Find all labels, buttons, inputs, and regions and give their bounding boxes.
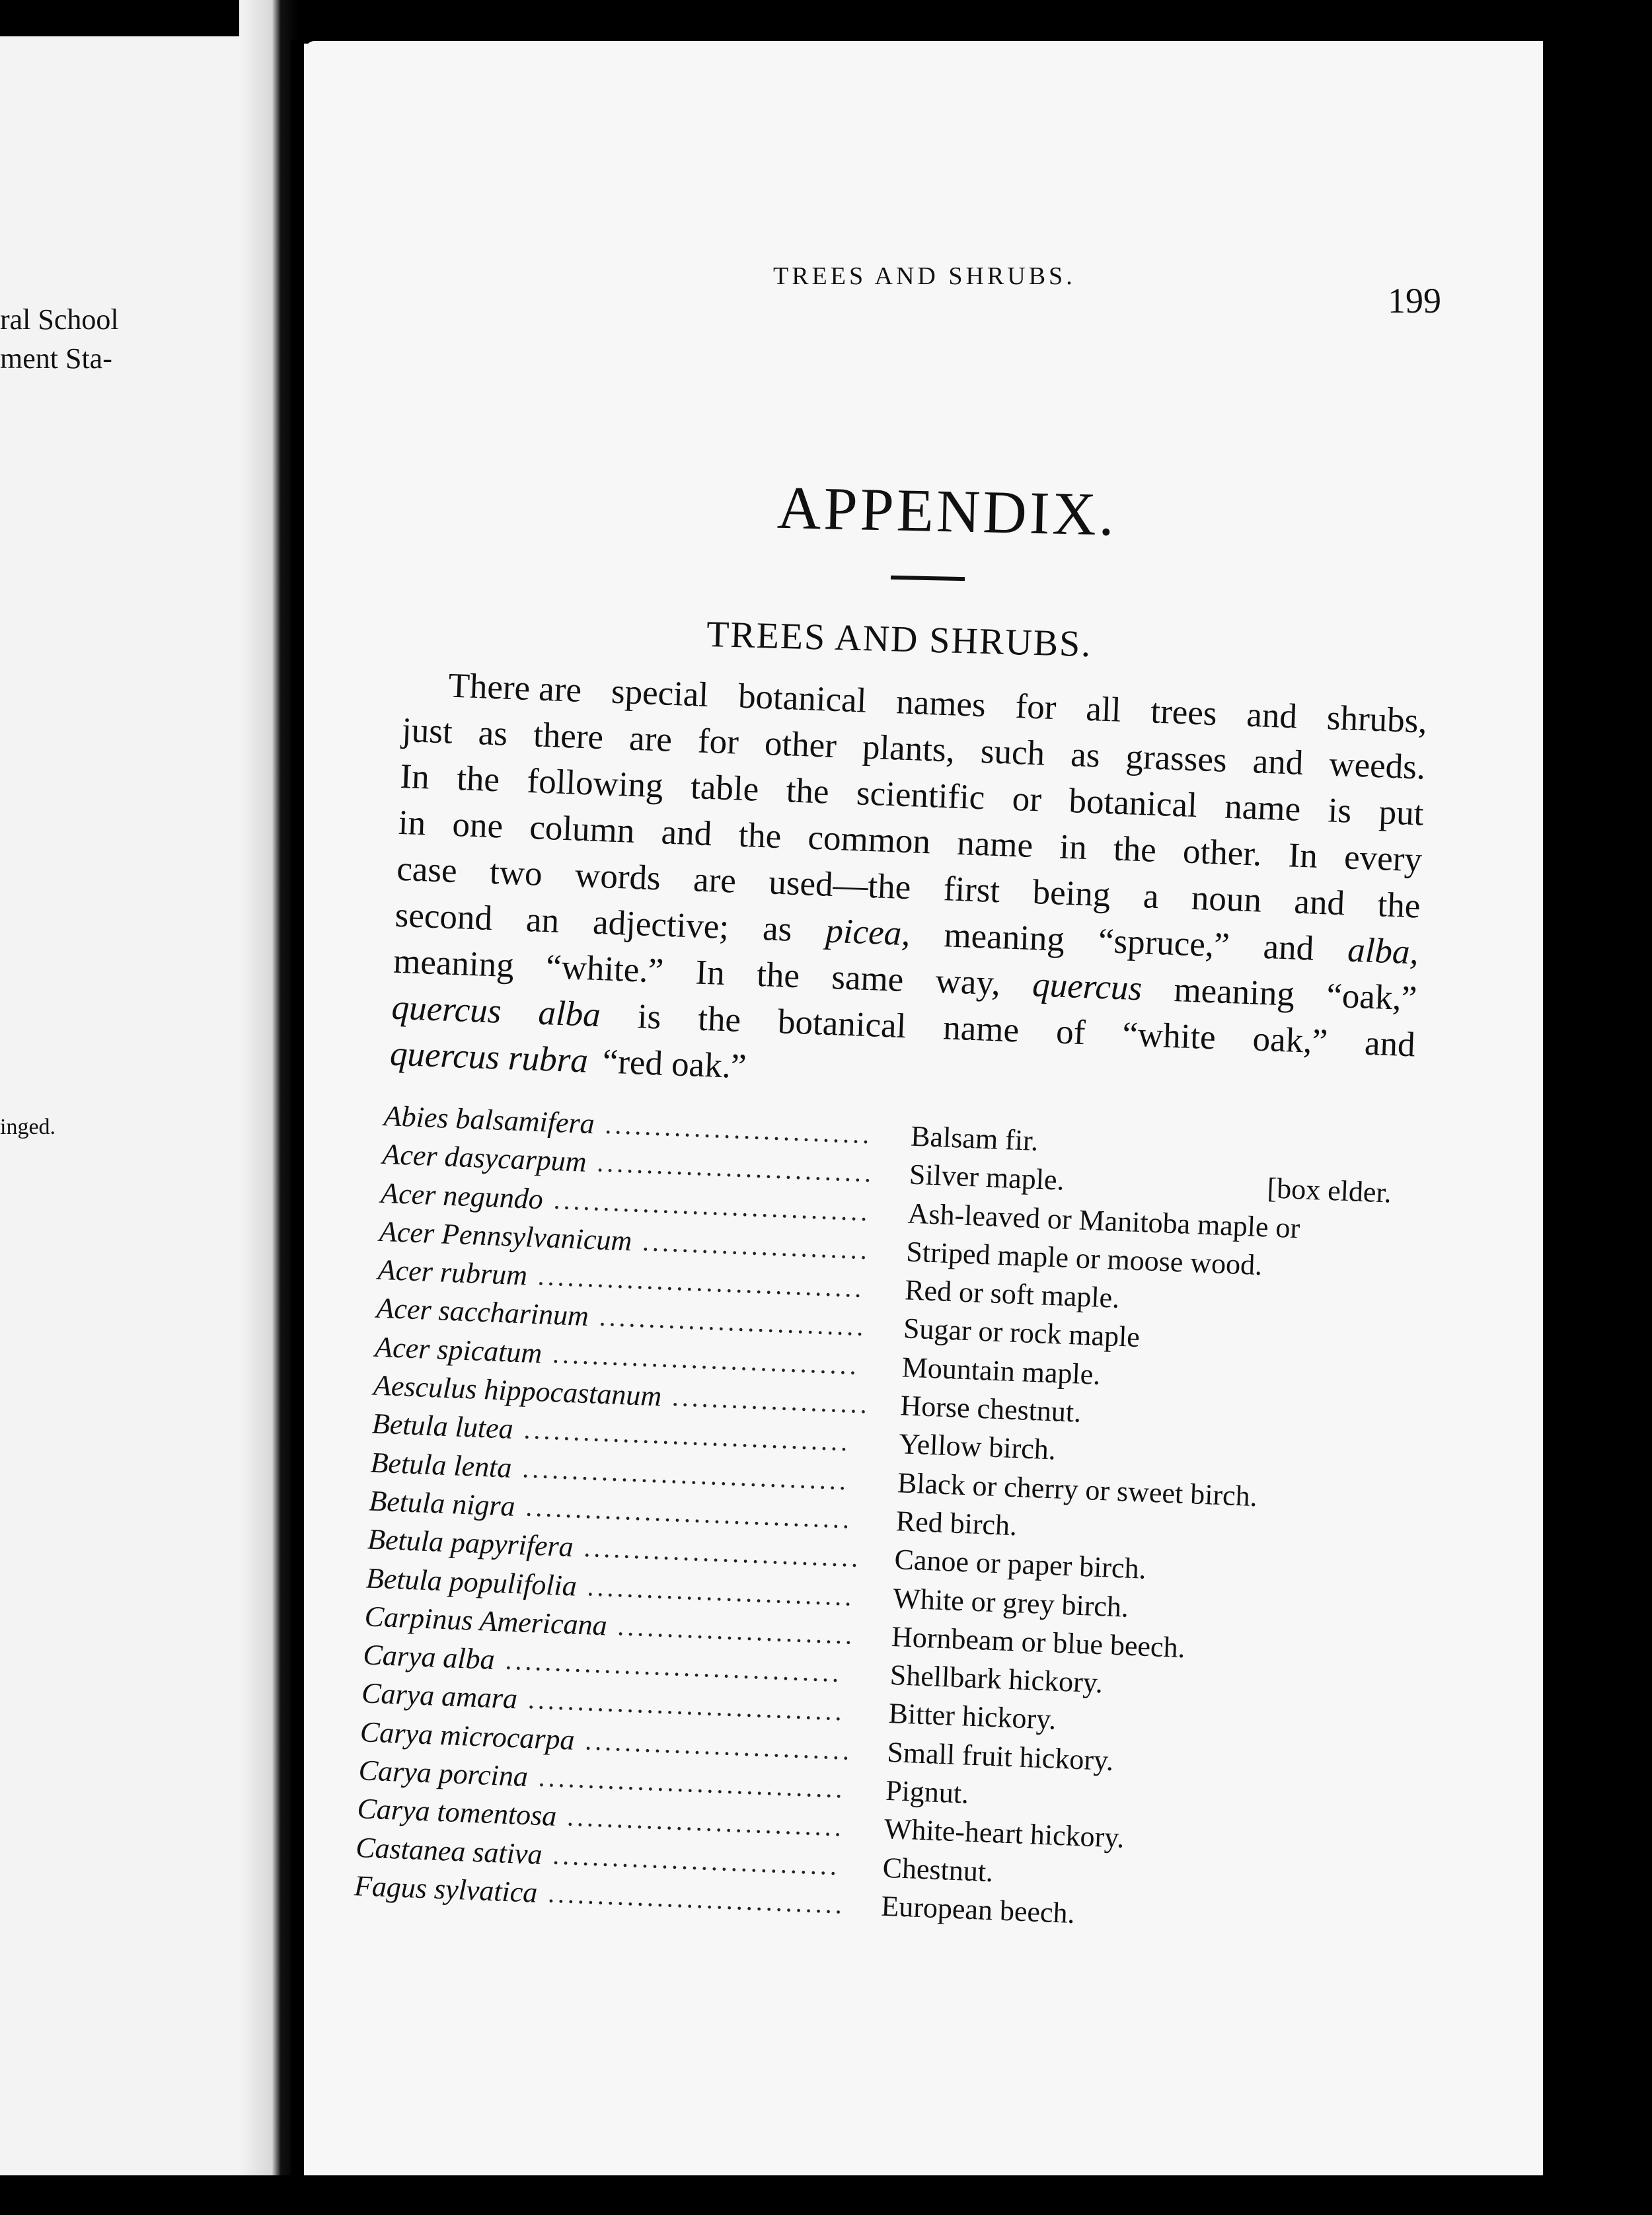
- leader-dots: .................................: [523, 1414, 852, 1457]
- paragraph-word: weeds.: [1328, 745, 1427, 787]
- paragraph-word: “white: [1121, 1015, 1217, 1057]
- paragraph-word: In: [695, 953, 726, 993]
- paragraph-word: such: [979, 732, 1046, 773]
- paragraph-word: “oak,”: [1326, 976, 1418, 1018]
- common-name: Small fruit hickory.: [886, 1735, 1115, 1777]
- common-name: Ash-leaved or Manitoba maple or: [907, 1197, 1301, 1244]
- paragraph-word: is: [636, 997, 662, 1037]
- paragraph-word: as: [1070, 735, 1101, 775]
- scientific-name: Acer dasycarpum: [381, 1138, 587, 1179]
- scientific-name: Acer saccharinum: [375, 1292, 589, 1333]
- paragraph-word: oak,”: [1252, 1020, 1329, 1061]
- paragraph-word: the: [697, 999, 742, 1039]
- note-text: [box elder.: [1266, 1172, 1392, 1209]
- scientific-name: Betula lutea: [371, 1408, 514, 1446]
- paragraph-word: for: [697, 722, 739, 762]
- paragraph-word: “red oak.”: [601, 1042, 747, 1086]
- paragraph-word: “spruce,”: [1098, 921, 1230, 965]
- common-name: White-heart hickory.: [883, 1813, 1125, 1855]
- leader-dots: .............................: [552, 1840, 841, 1881]
- paragraph-word: case: [396, 849, 458, 891]
- paragraph-word: or: [1011, 779, 1043, 819]
- common-name: Red or soft maple.: [904, 1273, 1121, 1315]
- scientific-name: Abies balsamifera: [383, 1099, 595, 1141]
- scientific-name: Carya alba: [362, 1638, 496, 1676]
- intro-paragraph: [389, 661, 1428, 1114]
- paragraph-word: of: [1055, 1012, 1086, 1053]
- paragraph-word: are: [693, 860, 737, 901]
- paragraph-word: meaning: [943, 916, 1066, 959]
- common-name: European beech.: [880, 1889, 1076, 1930]
- paragraph-word: and: [1293, 882, 1346, 923]
- leader-dots: .................................: [525, 1491, 854, 1534]
- paragraph-word: picea,: [825, 911, 911, 954]
- leader-dots: ...............................: [552, 1338, 860, 1380]
- paragraph-word: table: [690, 768, 760, 809]
- paragraph-word: way,: [934, 961, 1001, 1003]
- book-gutter: [239, 0, 299, 2215]
- scientific-name: Fagus sylvatica: [354, 1869, 539, 1909]
- paragraph-word: column: [529, 808, 636, 850]
- common-name: Striped maple or moose wood.: [905, 1235, 1263, 1282]
- paragraph-word: quercus: [391, 988, 502, 1031]
- scientific-name: Carya tomentosa: [356, 1792, 558, 1833]
- paragraph-word: meaning: [1173, 971, 1296, 1014]
- paragraph-word: an: [525, 901, 560, 940]
- paragraph-word: special: [611, 672, 710, 714]
- paragraph-word: the: [1376, 885, 1421, 926]
- scientific-name: Aesculus hippocastanum: [373, 1369, 663, 1413]
- paragraph-word: names: [895, 683, 987, 725]
- paragraph-word: there: [533, 716, 605, 757]
- paragraph-word: botanical: [737, 677, 868, 720]
- leader-dots: ...............................: [538, 1762, 846, 1804]
- paragraph-word: In: [1287, 836, 1318, 876]
- appendix-title: APPENDIX.: [776, 473, 1117, 548]
- paragraph-word: and: [1252, 742, 1304, 782]
- paragraph-word: a: [1142, 877, 1160, 917]
- common-name: Yellow birch.: [898, 1427, 1057, 1466]
- leader-dots: ..............................: [547, 1878, 846, 1920]
- common-name: Silver maple.: [909, 1158, 1065, 1197]
- scientific-name: Betula populifolia: [365, 1561, 578, 1602]
- facing-page-line: inged.: [0, 1115, 56, 1139]
- running-head: TREES AND SHRUBS.: [773, 262, 1076, 290]
- paragraph-word: all: [1085, 689, 1122, 730]
- scientific-name: Carpinus Americana: [363, 1600, 608, 1642]
- leader-dots: ........................: [617, 1611, 856, 1650]
- paragraph-word: put: [1378, 793, 1425, 833]
- leader-dots: ...........................: [586, 1571, 856, 1612]
- paragraph-word: noun: [1190, 878, 1263, 920]
- scientific-name: Castanea sativa: [355, 1830, 543, 1871]
- paragraph-word: common: [807, 818, 932, 862]
- paragraph-word: botanical: [1068, 782, 1198, 825]
- paragraph-word: and: [1246, 695, 1298, 736]
- paragraph-word: the: [1113, 829, 1157, 870]
- paragraph-word: first: [942, 870, 1001, 911]
- scientific-name: Betula lenta: [369, 1446, 513, 1484]
- leader-dots: .................................: [521, 1453, 850, 1496]
- paragraph-word: grasses: [1125, 737, 1228, 780]
- paragraph-word: and: [1262, 927, 1315, 968]
- paragraph-word: same: [831, 958, 905, 999]
- paragraph-word: as: [762, 909, 793, 949]
- paragraph-word: In: [399, 757, 430, 797]
- paragraph-word: in: [1059, 827, 1088, 868]
- paragraph-word: alba: [537, 993, 601, 1035]
- paragraph-word: is: [1327, 791, 1353, 831]
- paragraph-word: being: [1032, 873, 1111, 915]
- paragraph-word: the: [785, 771, 830, 811]
- leader-dots: ............................: [566, 1801, 845, 1842]
- paragraph-word: words: [574, 856, 661, 898]
- paragraph-word: in: [397, 803, 427, 843]
- common-name: Hornbeam or blue beech.: [891, 1620, 1186, 1664]
- paragraph-word: alba,: [1347, 930, 1419, 972]
- common-name: Pignut.: [885, 1774, 970, 1810]
- scientific-name: Acer spicatum: [374, 1330, 543, 1370]
- paragraph-word: two: [489, 852, 543, 893]
- paragraph-word: every: [1343, 838, 1423, 880]
- paragraph-word: one: [451, 805, 504, 846]
- common-name: Black or cherry or sweet birch.: [897, 1466, 1258, 1513]
- paragraph-word: the: [737, 815, 782, 856]
- leader-dots: ...........................: [584, 1725, 854, 1766]
- common-name: Mountain maple.: [901, 1351, 1102, 1391]
- scientific-name: Acer Pennsylvanicum: [379, 1215, 633, 1258]
- paragraph-word: quercus: [1032, 965, 1143, 1008]
- section-title: TREES AND SHRUBS.: [706, 613, 1093, 665]
- paragraph-word: trees: [1150, 692, 1218, 733]
- facing-page-line: ment Sta-: [0, 342, 112, 375]
- leader-dots: ............................: [596, 1147, 876, 1188]
- paragraph-word: are: [628, 719, 673, 759]
- leader-dots: .................................: [537, 1261, 866, 1304]
- scientific-name: Acer rubrum: [377, 1254, 528, 1292]
- paragraph-word: second: [394, 895, 494, 938]
- scientific-name: Carya microcarpa: [359, 1715, 576, 1756]
- page-number: 199: [1388, 281, 1441, 320]
- common-name: Bitter hickory.: [887, 1697, 1057, 1737]
- paragraph-word: shrubs,: [1326, 698, 1428, 741]
- paragraph-word: for: [1014, 687, 1057, 728]
- scan-border-bottom: [0, 2175, 1652, 2215]
- paragraph-word: as: [477, 714, 509, 753]
- scientific-name: Acer negundo: [380, 1176, 544, 1215]
- scientific-name: Betula papyrifera: [367, 1522, 574, 1563]
- leader-dots: ................................: [527, 1684, 846, 1727]
- scientific-name: Betula nigra: [368, 1484, 516, 1522]
- paragraph-word: quercus rubra: [389, 1034, 589, 1080]
- leader-dots: ..................................: [504, 1645, 843, 1688]
- leader-dots: ............................: [583, 1532, 862, 1573]
- scientific-name: Carya porcina: [357, 1754, 529, 1793]
- paragraph-word: following: [526, 761, 664, 806]
- paragraph-word: scientific: [856, 774, 986, 817]
- leader-dots: ................................: [552, 1184, 872, 1226]
- common-name: White or grey birch.: [892, 1581, 1129, 1624]
- common-name: Horse chestnut.: [899, 1389, 1082, 1429]
- paragraph-word: name: [1224, 787, 1302, 829]
- paragraph-word: the: [756, 955, 801, 996]
- common-name: Sugar or rock maple: [903, 1312, 1141, 1354]
- leader-dots: ...........................: [598, 1302, 868, 1342]
- paragraph-word: name: [956, 823, 1034, 866]
- scientific-name: Carya amara: [361, 1676, 519, 1715]
- scan-border-right: [1543, 0, 1652, 2215]
- book-binding: [291, 40, 304, 2215]
- paragraph-word: other.: [1182, 832, 1263, 874]
- common-name: Canoe or paper birch.: [893, 1543, 1147, 1586]
- facing-page: [0, 36, 244, 2177]
- leader-dots: .......................: [642, 1226, 871, 1265]
- paragraph-word: and: [1364, 1024, 1416, 1065]
- paragraph-word: used—the: [768, 863, 912, 907]
- common-name: Chestnut.: [882, 1851, 995, 1888]
- species-table: [354, 1097, 1415, 1945]
- common-name: Red birch.: [895, 1505, 1018, 1542]
- paragraph-word: There are: [447, 666, 583, 710]
- paragraph-word: other: [764, 724, 837, 766]
- paragraph-word: just: [401, 710, 453, 751]
- paragraph-word: the: [456, 759, 501, 800]
- common-name: Shellbark hickory.: [889, 1659, 1104, 1700]
- paragraph-word: “white.”: [545, 948, 665, 991]
- leader-dots: ....................: [671, 1382, 871, 1419]
- common-name: Balsam fir.: [910, 1119, 1039, 1158]
- leader-dots: ...........................: [604, 1109, 874, 1150]
- paragraph-word: name: [942, 1008, 1020, 1050]
- facing-page-line: ral School: [0, 303, 119, 336]
- paragraph-word: plants,: [862, 728, 956, 770]
- paragraph-word: meaning: [393, 942, 515, 985]
- paragraph-word: botanical: [777, 1002, 907, 1046]
- paragraph-word: and: [660, 813, 713, 854]
- paragraph-word: adjective;: [592, 903, 730, 947]
